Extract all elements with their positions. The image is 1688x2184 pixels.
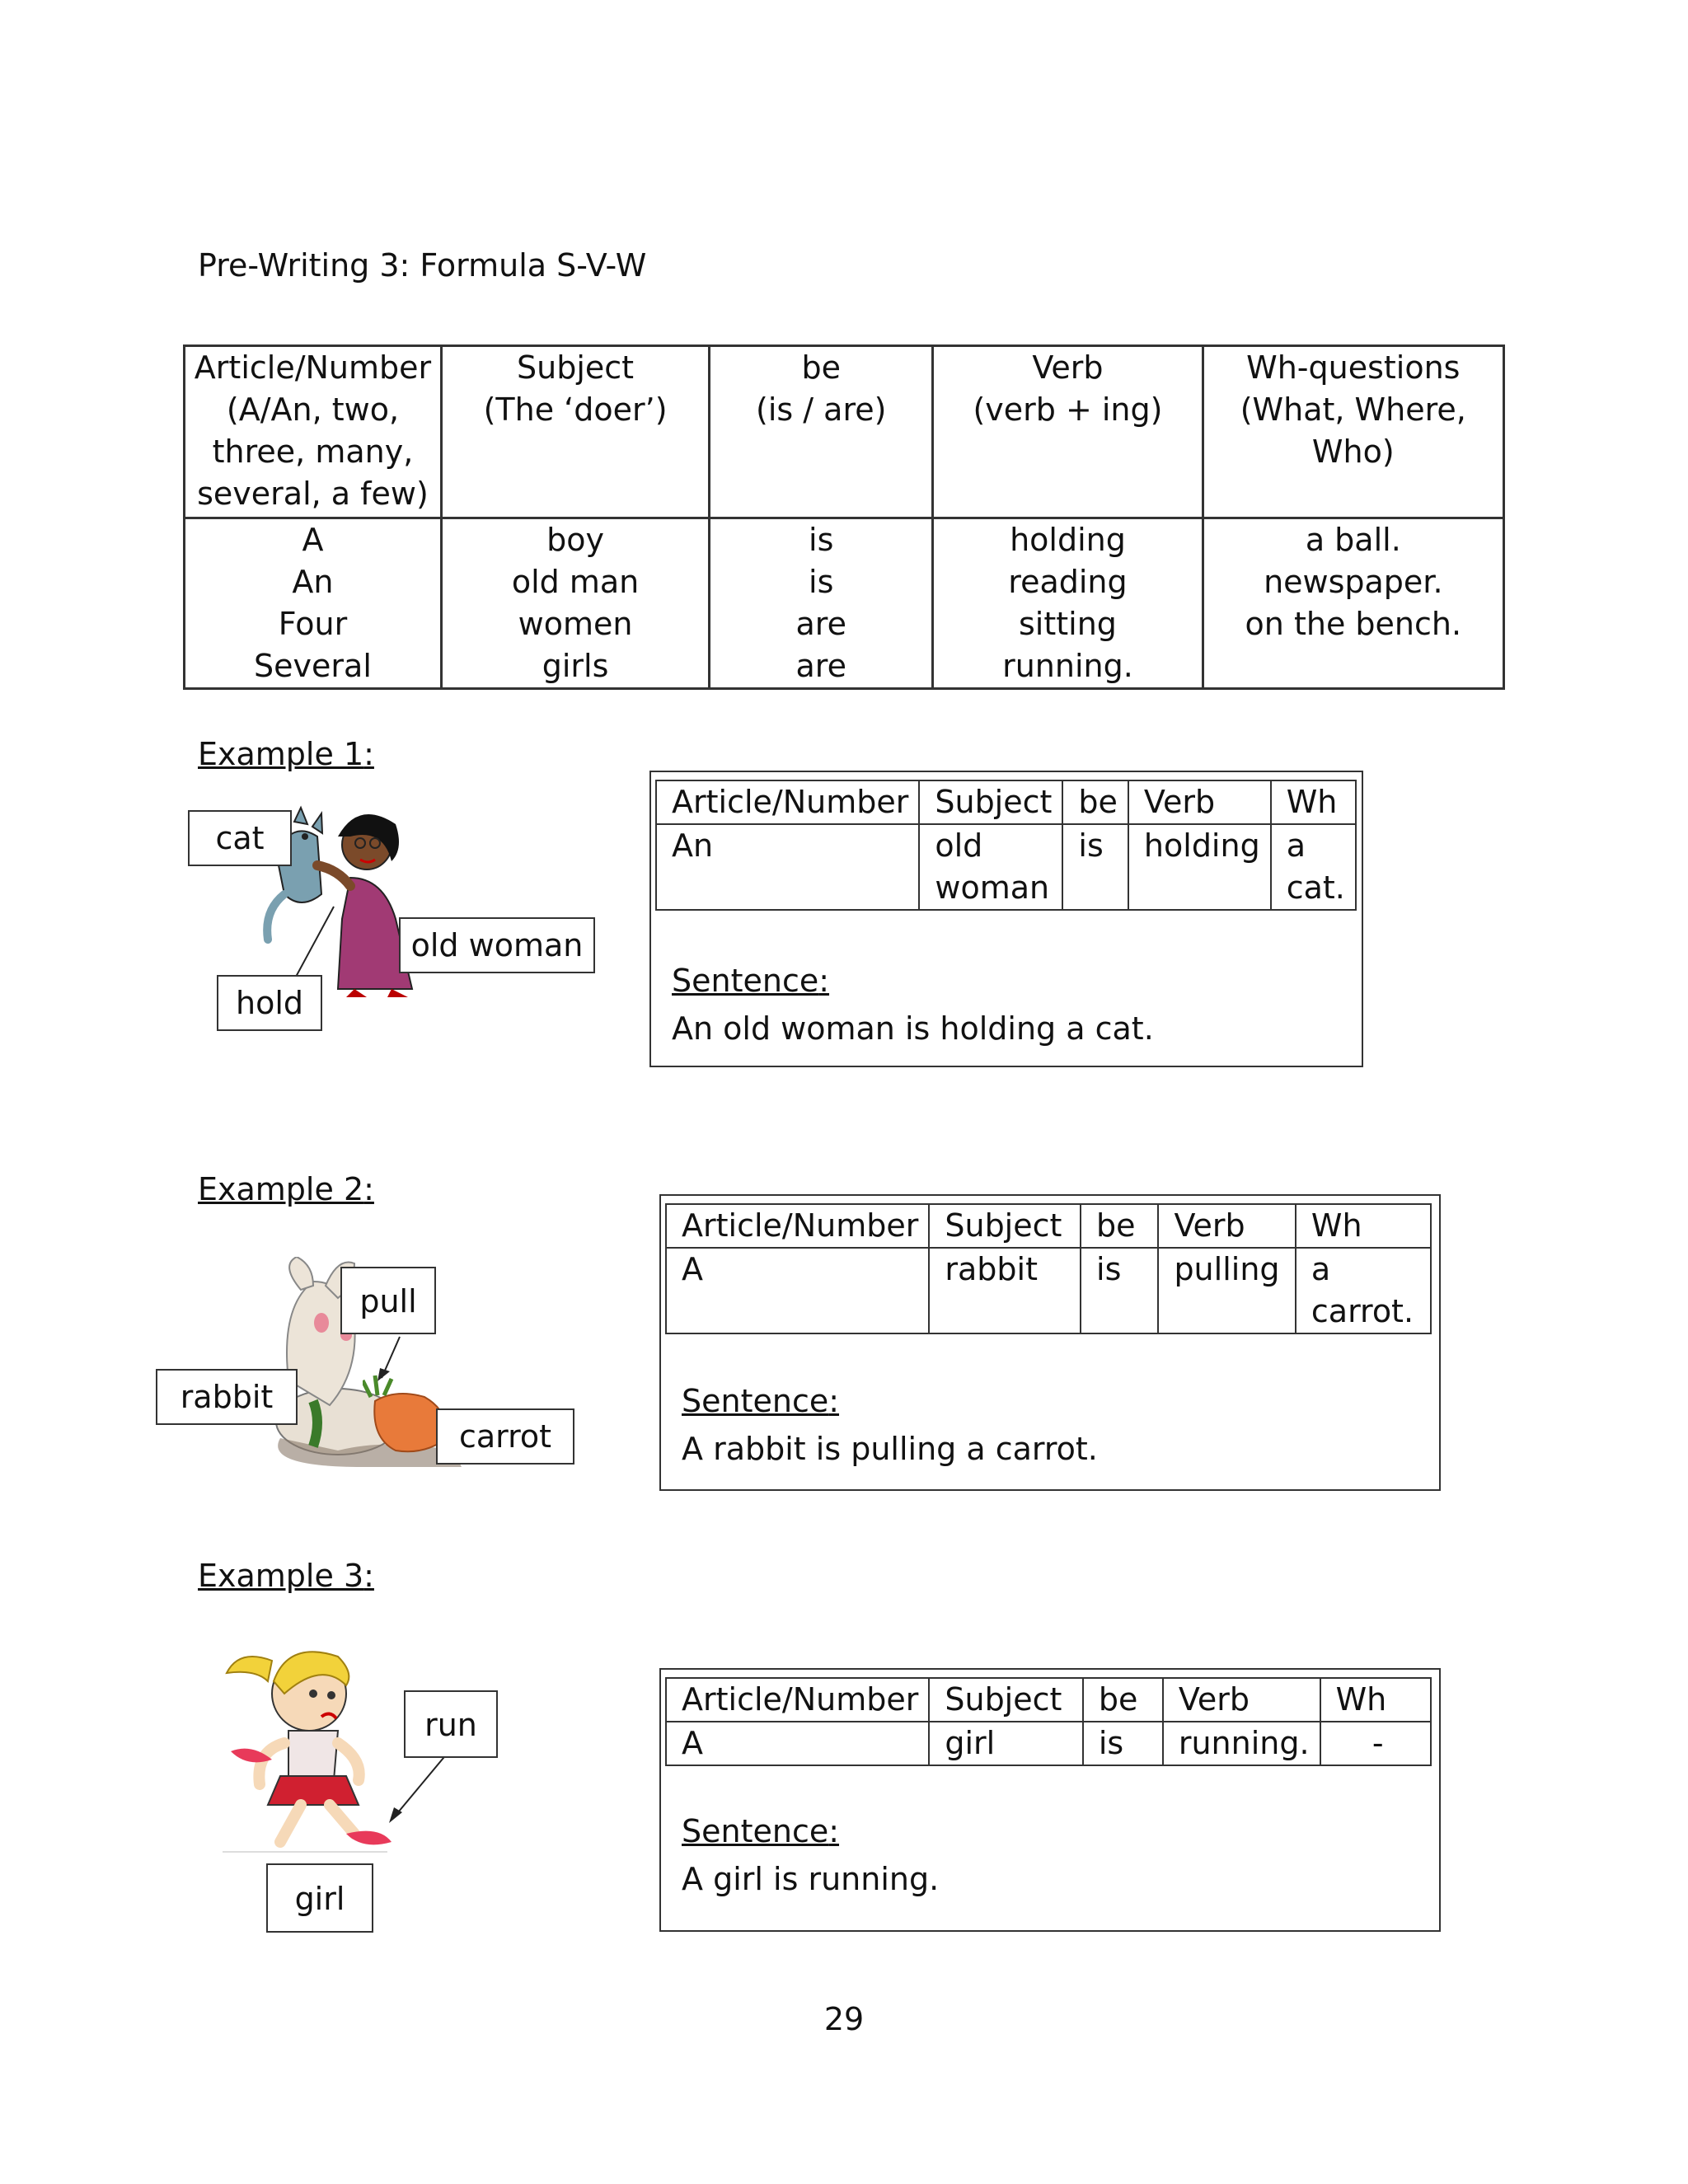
tag-old-woman: old woman xyxy=(399,917,595,973)
ex3-h-subject: Subject xyxy=(929,1678,1082,1722)
ex1-be: is xyxy=(1062,824,1128,910)
example-2-header-row xyxy=(666,1204,1431,1248)
example-3-table xyxy=(665,1677,1432,1766)
example-2-sentence: A rabbit is pulling a carrot. xyxy=(682,1431,1098,1467)
ex2-be: is xyxy=(1081,1248,1158,1333)
ex2-article: A xyxy=(666,1248,929,1333)
ex2-h-wh: Wh xyxy=(1296,1204,1431,1248)
cell-articles: A An Four Several xyxy=(185,518,442,689)
tag-run: run xyxy=(404,1690,498,1758)
ex2-h-article: Article/Number xyxy=(666,1204,929,1248)
ex2-h-verb: Verb xyxy=(1158,1204,1295,1248)
header-be: be (is / are) xyxy=(710,346,933,518)
formula-header-row xyxy=(185,346,1504,518)
ex2-h-subject: Subject xyxy=(929,1204,1081,1248)
ex3-h-wh: Wh xyxy=(1320,1678,1431,1722)
ex3-be: is xyxy=(1083,1722,1163,1765)
ex2-wh: a carrot. xyxy=(1296,1248,1431,1333)
example-1-label: Example 1: xyxy=(198,736,374,772)
example-3-sentence: A girl is running. xyxy=(682,1861,940,1897)
example-3-label: Example 3: xyxy=(198,1558,374,1594)
example-2-label: Example 2: xyxy=(198,1171,374,1207)
example-2-sentence-label: Sentence: xyxy=(682,1383,840,1419)
tag-pull: pull xyxy=(340,1267,436,1334)
tag-carrot: carrot xyxy=(436,1408,574,1465)
ex3-h-article: Article/Number xyxy=(666,1678,929,1722)
formula-table xyxy=(183,344,1505,690)
ex2-subject: rabbit xyxy=(929,1248,1081,1333)
ex1-verb: holding xyxy=(1128,824,1271,910)
ex1-subject: old woman xyxy=(919,824,1062,910)
page-number: 29 xyxy=(823,2001,865,2037)
example-1-sentence: An old woman is holding a cat. xyxy=(672,1010,1154,1047)
ex3-wh: - xyxy=(1320,1722,1431,1765)
hold-arrow xyxy=(288,902,346,985)
example-1-header-row xyxy=(656,780,1356,824)
example-1-table xyxy=(655,780,1357,911)
run-arrow xyxy=(386,1751,452,1825)
header-verb: Verb (verb + ing) xyxy=(933,346,1203,518)
example-1-sentence-label: Sentence: xyxy=(672,963,830,999)
ex1-h-verb: Verb xyxy=(1128,780,1271,824)
example-2-table xyxy=(665,1203,1432,1334)
cell-subjects: boy old man women girls xyxy=(441,518,709,689)
page-title: Pre-Writing 3: Formula S-V-W xyxy=(198,247,647,284)
ex3-subject: girl xyxy=(929,1722,1082,1765)
example-3-header-row xyxy=(666,1678,1431,1722)
example-2-data-row xyxy=(666,1248,1431,1333)
example-3-sentence-label: Sentence: xyxy=(682,1813,840,1849)
ex1-article: An xyxy=(656,824,919,910)
header-article: Article/Number (A/An, two, three, many, several, a few) xyxy=(185,346,442,518)
ex1-h-be: be xyxy=(1062,780,1128,824)
ex3-verb: running. xyxy=(1163,1722,1320,1765)
example-1-data-row xyxy=(656,824,1356,910)
tag-hold: hold xyxy=(217,975,322,1031)
tag-rabbit: rabbit xyxy=(156,1369,298,1425)
ex2-h-be: be xyxy=(1081,1204,1158,1248)
formula-body-row xyxy=(185,518,1504,689)
cell-wh: a ball. newspaper. on the bench. xyxy=(1203,518,1503,689)
ex1-h-subject: Subject xyxy=(919,780,1062,824)
ex3-article: A xyxy=(666,1722,929,1765)
cell-verbs: holding reading sitting running. xyxy=(933,518,1203,689)
ex1-h-article: Article/Number xyxy=(656,780,919,824)
example-3-data-row xyxy=(666,1722,1431,1765)
ex1-wh: a cat. xyxy=(1271,824,1356,910)
ex3-h-be: be xyxy=(1083,1678,1163,1722)
ex3-h-verb: Verb xyxy=(1163,1678,1320,1722)
ex2-verb: pulling xyxy=(1158,1248,1295,1333)
tag-girl: girl xyxy=(266,1863,373,1933)
tag-cat: cat xyxy=(188,810,292,866)
ex1-h-wh: Wh xyxy=(1271,780,1356,824)
header-subject: Subject (The ‘doer’) xyxy=(441,346,709,518)
cell-be: is is are are xyxy=(710,518,933,689)
header-wh: Wh-questions (What, Where, Who) xyxy=(1203,346,1503,518)
